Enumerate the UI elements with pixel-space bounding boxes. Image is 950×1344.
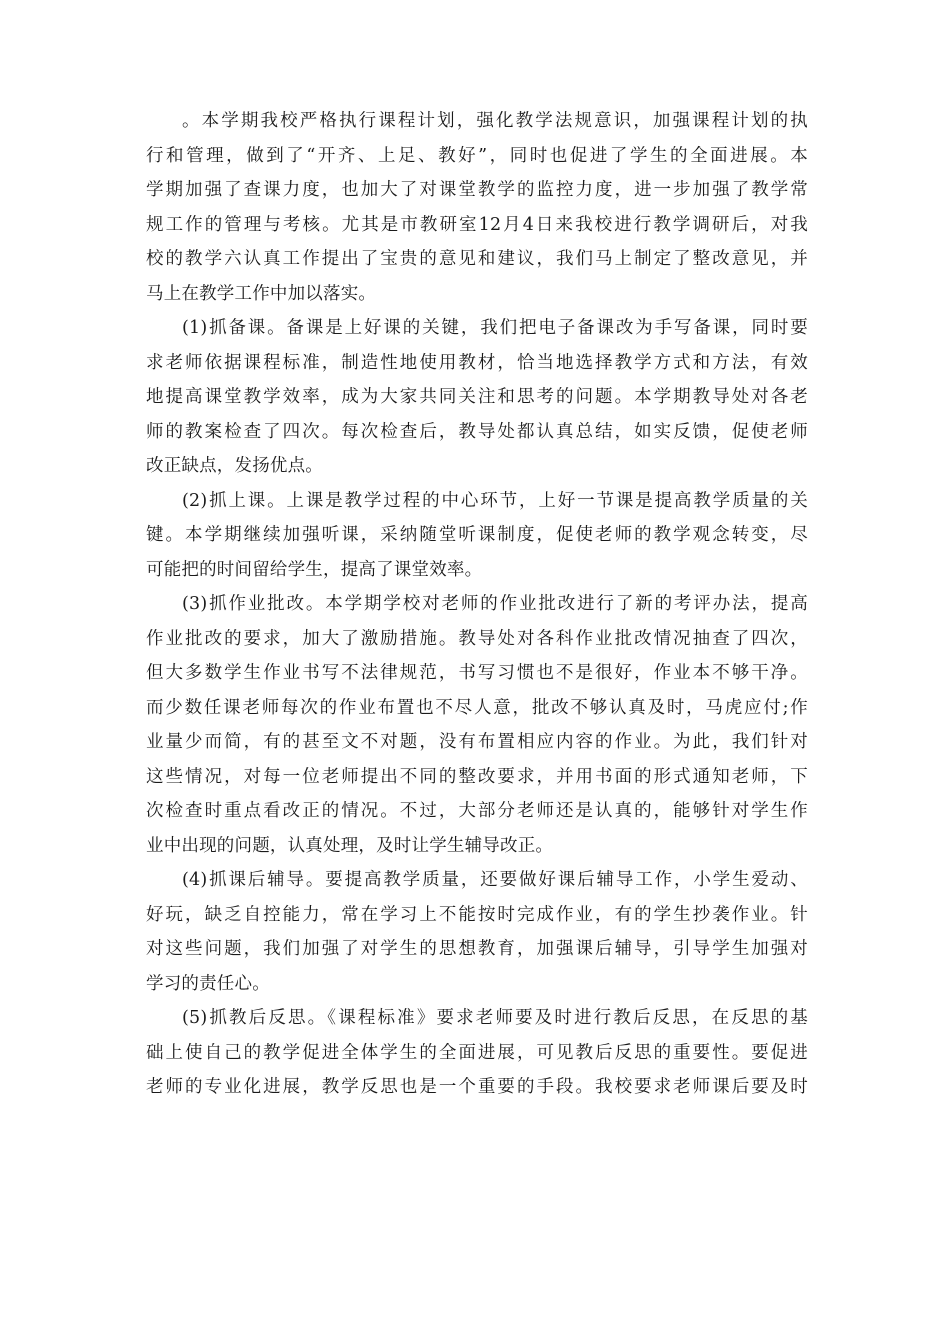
text-line: 老师的专业化进展，教学反思也是一个重要的手段。我校要求老师课后要及时 [146, 1077, 808, 1097]
text-line: 。本学期我校严格执行课程计划，强化教学法规意识，加强课程计划的执 [182, 111, 808, 131]
text-line: 规工作的管理与考核。尤其是市教研室12月4日来我校进行教学调研后，对我 [146, 214, 808, 235]
document-body [146, 104, 808, 1105]
text-line: 可能把的时间留给学生，提高了课堂效率。 [146, 559, 483, 580]
text-line: (1)抓备课。备课是上好课的关键，我们把电子备课改为手写备课，同时要 [182, 318, 808, 338]
text-line: 业中出现的问题，认真处理，及时让学生辅导改正。 [146, 835, 554, 856]
text-line: 次检查时重点看改正的情况。不过，大部分老师还是认真的，能够针对学生作 [146, 801, 808, 821]
text-line: 键。本学期继续加强听课，采纳随堂听课制度，促使老师的教学观念转变，尽 [146, 525, 808, 545]
text-line: 改正缺点，发扬优点。 [146, 456, 323, 476]
text-line: 学习的责任心。 [146, 973, 270, 994]
text-line: 作业批改的要求，加大了激励措施。教导处对各科作业批改情况抽查了四次， [146, 628, 808, 649]
text-line: (5)抓教后反思。《课程标准》要求老师要及时进行教后反思，在反思的基 [182, 1008, 808, 1028]
paragraph-course-plan [146, 104, 808, 311]
text-line: 业量少而简，有的甚至文不对题，没有布置相应内容的作业。为此，我们针对 [146, 732, 808, 752]
text-line: 地提高课堂教学效率，成为大家共同关注和思考的问题。本学期教导处对各老 [146, 387, 808, 407]
text-line: 校的教学六认真工作提出了宝贵的意见和建议，我们马上制定了整改意见，并 [146, 249, 808, 269]
text-line: 对这些问题，我们加强了对学生的思想教育，加强课后辅导，引导学生加强对 [146, 939, 808, 959]
paragraph-lesson-prep [146, 311, 808, 484]
text-line: 行和管理，做到了“开齐、上足、教好”，同时也促进了学生的全面进展。本 [146, 145, 808, 166]
text-line: 好玩，缺乏自控能力，常在学习上不能按时完成作业，有的学生抄袭作业。针 [146, 904, 808, 925]
paragraph-after-class-tutoring [146, 863, 808, 1001]
text-line: 求老师依据课程标准，制造性地使用教材，恰当地选择教学方式和方法，有效 [146, 352, 808, 373]
paragraph-homework-grading [146, 587, 808, 863]
text-line: 而少数任课老师每次的作业布置也不尽人意，批改不够认真及时，马虎应付;作 [146, 697, 808, 718]
text-line: (3)抓作业批改。本学期学校对老师的作业批改进行了新的考评办法，提高 [182, 594, 808, 614]
text-line: 这些情况，对每一位老师提出不同的整改要求，并用书面的形式通知老师，下 [146, 766, 808, 787]
text-line: 学期加强了查课力度，也加大了对课堂教学的监控力度，进一步加强了教学常 [146, 180, 808, 200]
text-line: (4)抓课后辅导。要提高教学质量，还要做好课后辅导工作，小学生爱动、 [182, 870, 808, 890]
paragraph-classroom-teaching [146, 484, 808, 588]
text-line: 但大多数学生作业书写不法律规范，书写习惯也不是很好，作业本不够干净。 [146, 663, 808, 683]
text-line: 师的教案检查了四次。每次检查后，教导处都认真总结，如实反馈，促使老师 [146, 421, 808, 442]
text-line: 础上使自己的教学促进全体学生的全面进展，可见教后反思的重要性。要促进 [146, 1042, 808, 1063]
text-line: 马上在教学工作中加以落实。 [146, 283, 377, 304]
paragraph-teaching-reflection [146, 1001, 808, 1105]
text-line: (2)抓上课。上课是教学过程的中心环节，上好一节课是提高教学质量的关 [182, 490, 808, 511]
